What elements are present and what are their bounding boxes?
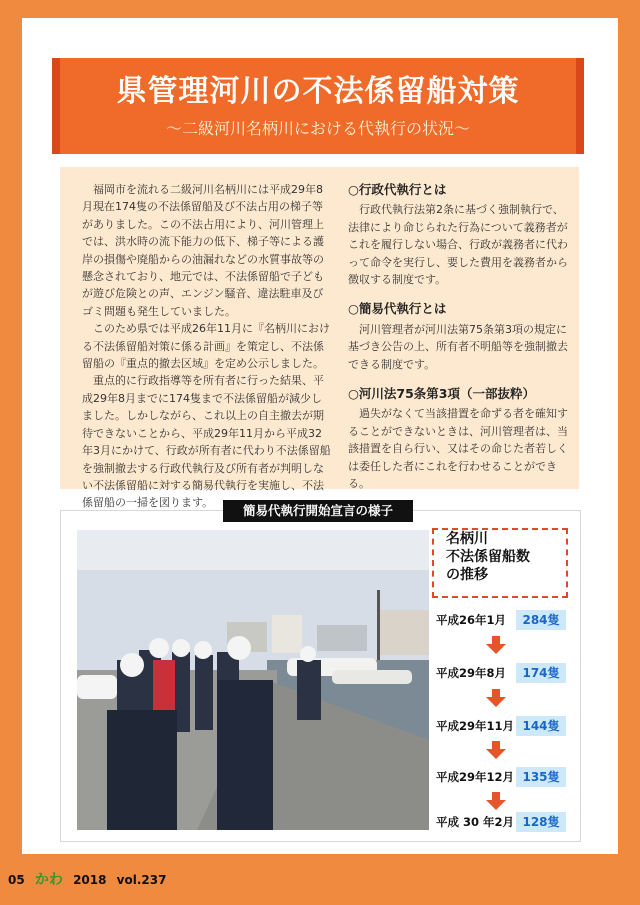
trend-count: 284隻 bbox=[516, 610, 566, 630]
intro-paragraph: 福岡市を流れる二級河川名柄川には平成29年8月現在174隻の不法係留船及び不法占用の梯子等がありました。この不法占用により、河川管理上では、洪水時の流下能力の低下、梯子等による護岸の損傷や廃船からの油漏れなどの水質事故等の懸念されており、地元では、不法係留船で子どもが遊び危険との声、エンジン騒音、違法駐車及びゴミ問題も発生していました。 bbox=[82, 183, 324, 318]
magazine-year: 2018 bbox=[73, 873, 107, 887]
ceremony-photo-illustration bbox=[77, 530, 429, 830]
trend-date: 平成 30 年2月 bbox=[436, 815, 515, 829]
definition-heading: ○河川法75条第3項（一部抜粋） bbox=[348, 386, 536, 402]
magazine-volume: vol.237 bbox=[116, 873, 167, 887]
trend-count: 144隻 bbox=[516, 716, 566, 736]
definition-heading: ○行政代執行とは bbox=[348, 182, 447, 197]
trend-row bbox=[436, 716, 576, 736]
trend-row bbox=[436, 663, 576, 683]
trend-date: 平成29年8月 bbox=[436, 666, 507, 680]
photo-caption-label: 簡易代執行開始宣言の様子 bbox=[223, 500, 413, 522]
trend-title-line: 名柄川 bbox=[446, 531, 488, 547]
trend-count: 174隻 bbox=[516, 663, 566, 683]
trend-count: 128隻 bbox=[516, 812, 566, 832]
trend-title-box bbox=[432, 528, 568, 598]
magazine-name: かわ bbox=[34, 872, 63, 888]
definition-body: 河川管理者が河川法第75条第3項の規定に基づき公告の上、所有者不明船等を強制撤去できる制度です。 bbox=[348, 322, 568, 371]
title-banner bbox=[52, 58, 584, 154]
intro-paragraph: 重点的に行政指導等を所有者に行った結果、平成29年8月までに174隻まで不法係留船が減少しました。しかしながら、これ以上の自主撤去が期待できないことから、平成29年11月から平成32年3月にかけて、行政が所有者に代わり不法係留船を強制撤去する行政代執行及び所有者が判明しない不法係留船に対する簡易代執行を実施し、不法係留船の一掃を図ります。 bbox=[82, 374, 331, 510]
page-subtitle: 〜二級河川名柄川における代執行の状況〜 bbox=[165, 119, 470, 138]
trend-date: 平成29年12月 bbox=[436, 770, 515, 784]
definition-body: 行政代執行法第2条に基づく強制執行で、法律により命じられた行為について義務者がこれを履行しない場合、行政が義務者に代わって命令を実行し、要した費用を義務者から徴収する制度です。 bbox=[348, 203, 568, 287]
trend-title-line: の推移 bbox=[446, 567, 488, 583]
trend-date: 平成29年11月 bbox=[436, 719, 515, 733]
trend-title-line: 不法係留船数 bbox=[446, 549, 530, 565]
intro-text bbox=[82, 181, 332, 512]
trend-row bbox=[436, 767, 576, 787]
ceremony-photo bbox=[77, 530, 429, 830]
page-footer bbox=[8, 869, 172, 889]
page-number: 05 bbox=[8, 873, 25, 887]
trend-row bbox=[436, 812, 576, 832]
definitions bbox=[348, 181, 568, 505]
definition-heading: ○簡易代執行とは bbox=[348, 301, 447, 317]
trend-date: 平成26年1月 bbox=[436, 613, 507, 627]
definition-body: 過失がなくて当該措置を命ずる者を確知することができないときは、河川管理者は、当該措置を自ら行い、又はその命じた者若しくは委任した者にこれを行わせることができる。 bbox=[348, 407, 568, 491]
page-title: 県管理河川の不法係留船対策 bbox=[116, 74, 520, 109]
intro-paragraph: このため県では平成26年11月に『名柄川における不法係留船対策に係る計画』を策定し、不法係留船の『重点的撤去区域』を定め公示しました。 bbox=[82, 322, 330, 371]
info-panel bbox=[60, 167, 579, 510]
trend-row bbox=[436, 610, 576, 630]
trend-count: 135隻 bbox=[516, 767, 566, 787]
